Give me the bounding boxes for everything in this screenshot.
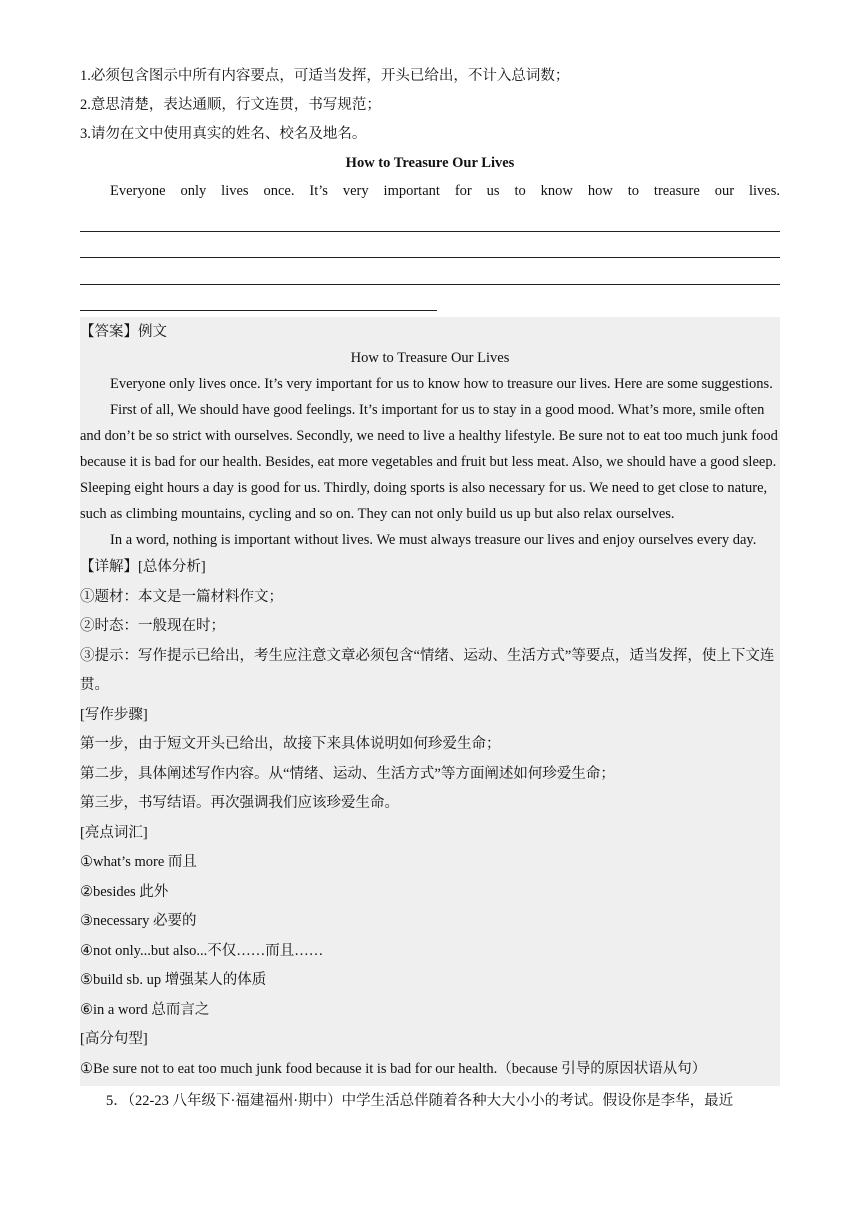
vocab-item-1: ①what’s more 而且: [80, 854, 197, 870]
answer-paragraph-3: In a word, nothing is important without lives. We must always treasure our lives and enjoy ourselves every day.: [110, 532, 757, 548]
vocab-item-3: ③necessary 必要的: [80, 913, 197, 929]
analysis-label: 【详解】[总体分析]: [80, 559, 206, 575]
next-question: 5．（22-23 八年级下·福建福州·期中）中学生活总伴随着各种大大小小的考试。假设你是李华，最近: [106, 1093, 734, 1109]
step-1: 第一步，由于短文开头已给出，故接下来具体说明如何珍爱生命；: [80, 736, 501, 752]
writing-line-1: [80, 205, 780, 232]
answer-section: [80, 317, 780, 1086]
step-3: 第三步，书写结语。再次强调我们应该珍爱生命。: [80, 795, 399, 811]
sentence-heading: [高分句型]: [80, 1031, 148, 1047]
essay-opening: Everyone only lives once. It’s very important for us to know how to treasure our lives.: [110, 183, 780, 199]
step-2: 第二步，具体阐述写作内容。从“情绪、运动、生活方式”等方面阐述如何珍爱生命；: [80, 765, 615, 782]
vocab-item-6: ⑥in a word 总而言之: [80, 1001, 210, 1018]
answer-paragraph-2: First of all, We should have good feelings. It’s important for us to stay in a good mood. What’s more, smile often and don’t be so strict with ourselves. Secondly, we need to live a healthy lifestyle. Be sure not to eat too much junk food because it is bad for our health. Besides, eat more vegetables and fruit but less meat. Also, we should have a good sleep. Sleeping eight hours a day is good for us. Thirdly, doing sports is also necessary for us. We need to get close to nature, such as climbing mountains, cycling and so on. They can not only build us up but also relax ourselves.: [80, 402, 778, 522]
vocab-item-4: ④not only...but also...不仅……而且……: [80, 942, 324, 959]
writing-line-3: [80, 258, 780, 285]
essay-title: How to Treasure Our Lives: [345, 155, 515, 171]
answer-paragraph-1: Everyone only lives once. It’s very important for us to know how to treasure our lives. Here are some suggestions.: [110, 376, 773, 392]
vocab-item-2: ②besides 此外: [80, 883, 169, 900]
steps-heading: [写作步骤]: [80, 706, 148, 723]
document-page: [80, 62, 780, 1116]
instruction-2: 2.意思清楚，表达通顺，行文连贯，书写规范；: [80, 97, 381, 113]
instruction-1: 1.必须包含图示中所有内容要点，可适当发挥，开头已给出，不计入总词数；: [80, 68, 570, 84]
analysis-item-3: ③提示：写作提示已给出，考生应注意文章必须包含“情绪、运动、生活方式”等要点，适当发挥，使上下文连贯。: [80, 647, 775, 693]
analysis-item-2: ②时态：一般现在时；: [80, 618, 225, 634]
sentence-item-1: ①Be sure not to eat too much junk food because it is bad for our health.（because 引导的原因状语从句）: [80, 1060, 707, 1077]
vocab-item-5: ⑤build sb. up 增强某人的体质: [80, 972, 267, 988]
answer-label: 【答案】例文: [80, 324, 167, 340]
answer-title: How to Treasure Our Lives: [350, 350, 510, 366]
writing-line-4: [80, 285, 437, 312]
analysis-item-1: ①题材：本文是一篇材料作文；: [80, 588, 283, 605]
writing-line-2: [80, 232, 780, 259]
instruction-3: 3.请勿在文中使用真实的姓名、校名及地名。: [80, 126, 367, 142]
vocab-heading: [亮点词汇]: [80, 824, 148, 841]
